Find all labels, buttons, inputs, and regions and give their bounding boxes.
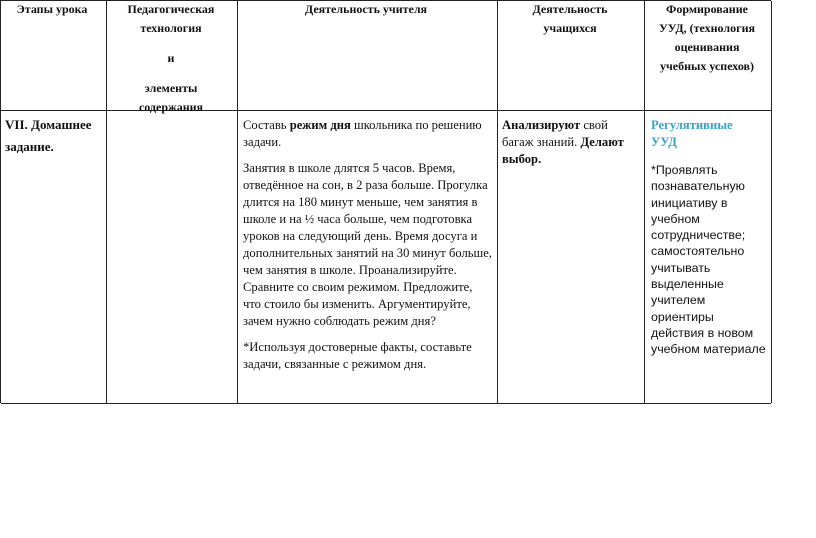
header-technology-line: и (167, 51, 175, 65)
column-divider (497, 1, 498, 403)
header-students-line: Деятельность (532, 2, 608, 16)
students-text (502, 117, 638, 168)
teacher-intro-text: Составь (243, 118, 290, 132)
stage-number: VII. (5, 117, 28, 132)
header-teacher (238, 0, 494, 19)
header-uud-line: оценивания (674, 40, 740, 54)
header-students-line: учащихся (543, 21, 597, 35)
stage-name: Домашнее задание. (5, 117, 92, 154)
column-divider (237, 1, 238, 403)
students-bold: Делают выбор. (502, 135, 624, 166)
teacher-intro-text: школьника по решению задачи. (243, 118, 482, 149)
uud-title (651, 117, 767, 151)
header-uud-line: Формирование (666, 2, 748, 16)
header-technology-line: содержания (138, 100, 204, 114)
stage-cell (5, 114, 103, 158)
header-technology-line: Педагогическая (127, 2, 215, 16)
header-stages (2, 0, 102, 19)
teacher-intro-bold: режим дня (289, 118, 351, 132)
uud-text: *Проявлять познавательную инициативу в учебном сотрудничестве; самостоятельно учитывать выделенные учителем ориентиры действия в новом учебном материале (651, 163, 766, 357)
header-technology-line: элементы (144, 81, 198, 95)
header-teacher-text: Деятельность учителя (304, 2, 428, 16)
row-divider (1, 403, 771, 404)
header-technology-line: технология (140, 21, 202, 35)
uud-title-line: Регулятивные (651, 118, 733, 132)
header-uud-line: УУД, (технология (659, 21, 755, 35)
teacher-extra: *Используя достоверные факты, составьте задачи, связанные с режимом дня. (243, 340, 472, 371)
header-stages-text: Этапы урока (16, 2, 88, 16)
header-students (498, 0, 642, 38)
teacher-task: Занятия в школе длятся 5 часов. Время, отведённое на сон, в 2 раза больше. Прогулка длится на 180 минут меньше, чем занятия в школе и на ½ часа больше, чем подготовка уроков на следующий день. Время досуга и дополнительных занятий на 30 минут больше, чем занятия в школе. Проанализируйте. Сравните со своим режимом. Предложите, что стоило бы изменить. Аргументируйте, зачем нужно соблюдать режим дня? (243, 161, 492, 328)
uud-title-line: УУД (651, 135, 677, 149)
teacher-cell (243, 117, 492, 373)
header-uud-line: учебных успехов) (659, 59, 755, 73)
uud-cell (651, 117, 767, 358)
students-plain: свой багаж знаний. (502, 118, 608, 149)
header-uud (645, 0, 769, 76)
header-technology (107, 0, 235, 117)
teacher-intro (243, 117, 492, 151)
students-bold: Анализируют (502, 118, 581, 132)
column-divider (771, 1, 772, 403)
students-cell (502, 117, 638, 168)
